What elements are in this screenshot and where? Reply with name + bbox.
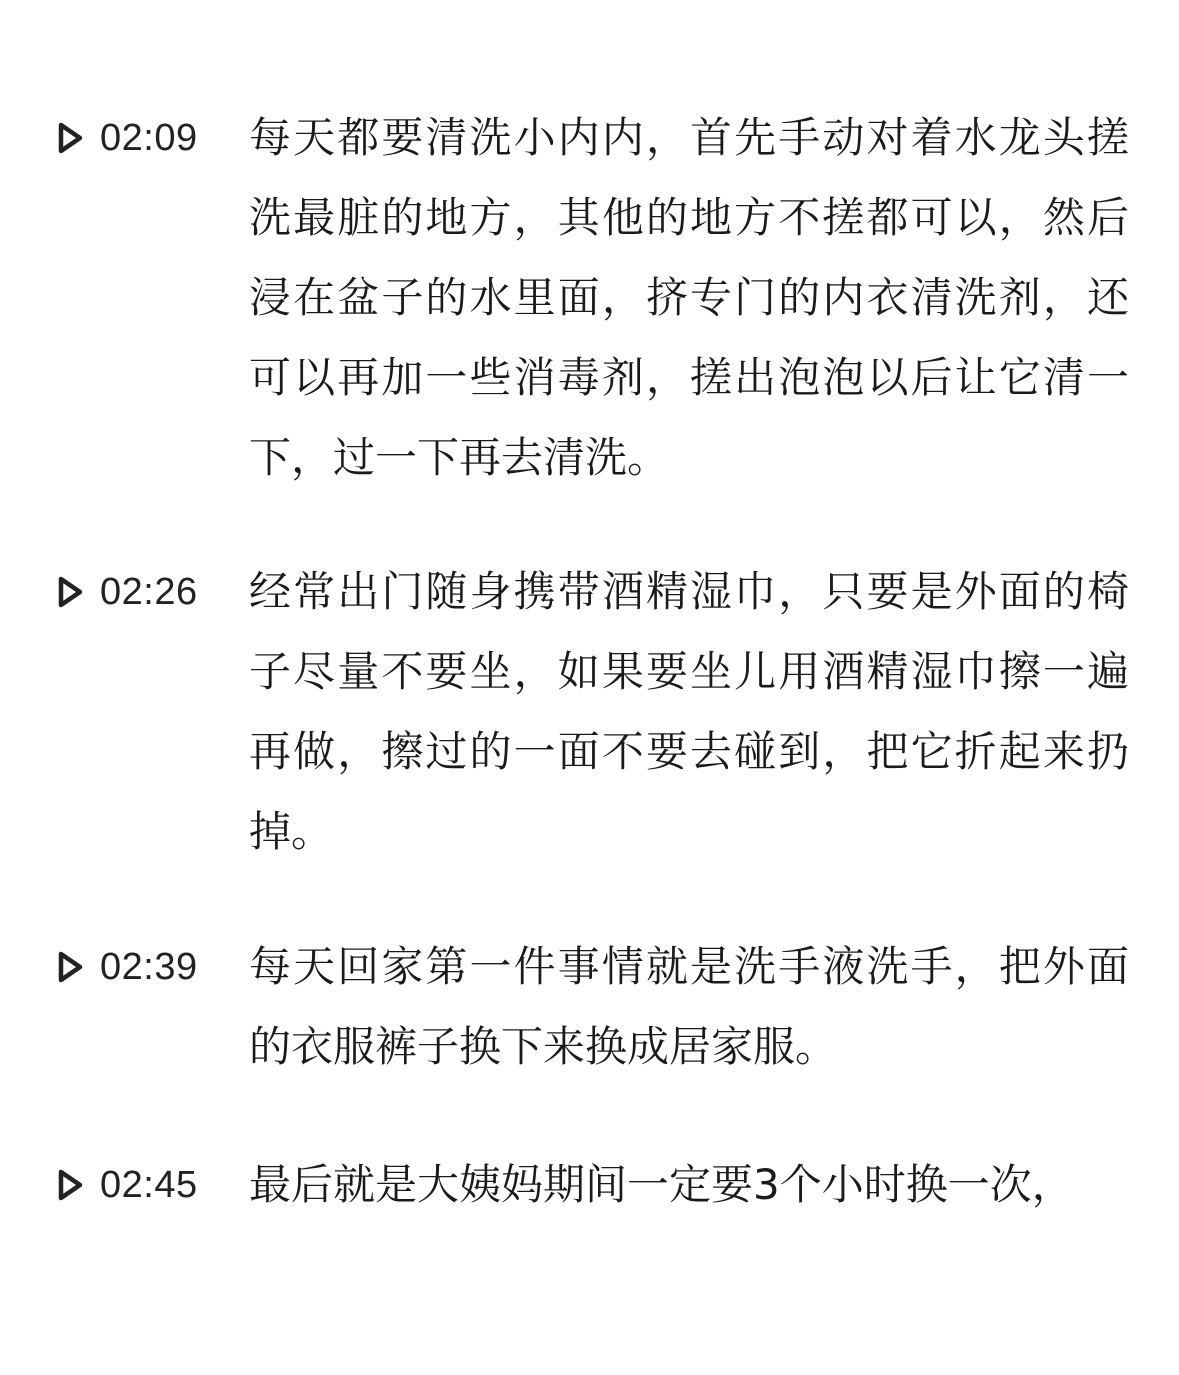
play-icon[interactable] [56, 575, 84, 609]
segment-text: 经常出门随身携带酒精湿巾，只要是外面的椅子尽量不要坐，如果要坐儿用酒精湿巾擦一遍再做，擦过的一面不要去碰到，把它折起来扔掉。 [249, 567, 1129, 856]
timestamp-label: 02:26 [100, 571, 198, 613]
timestamp-link[interactable] [56, 98, 198, 178]
segment-text: 每天回家第一件事情就是洗手液洗手，把外面的衣服裤子换下来换成居家服。 [249, 942, 1129, 1071]
segment-text: 最后就是大姨妈期间一定要3个小时换一次， [249, 1160, 1074, 1209]
timestamp-link[interactable] [56, 552, 198, 632]
play-icon[interactable] [56, 121, 84, 155]
timestamp-label: 02:39 [100, 946, 198, 988]
timestamp-label: 02:45 [100, 1164, 198, 1206]
play-icon[interactable] [56, 1168, 84, 1202]
timestamp-link[interactable] [56, 1145, 198, 1225]
timestamp-label: 02:09 [100, 117, 198, 159]
timestamp-link[interactable] [56, 927, 198, 1007]
play-icon[interactable] [56, 950, 84, 984]
segment-text: 每天都要清洗小内内，首先手动对着水龙头搓洗最脏的地方，其他的地方不搓都可以，然后浸在盆子的水里面，挤专门的内衣清洗剂，还可以再加一些消毒剂，搓出泡泡以后让它清一下，过一下再去清洗。 [249, 113, 1129, 482]
